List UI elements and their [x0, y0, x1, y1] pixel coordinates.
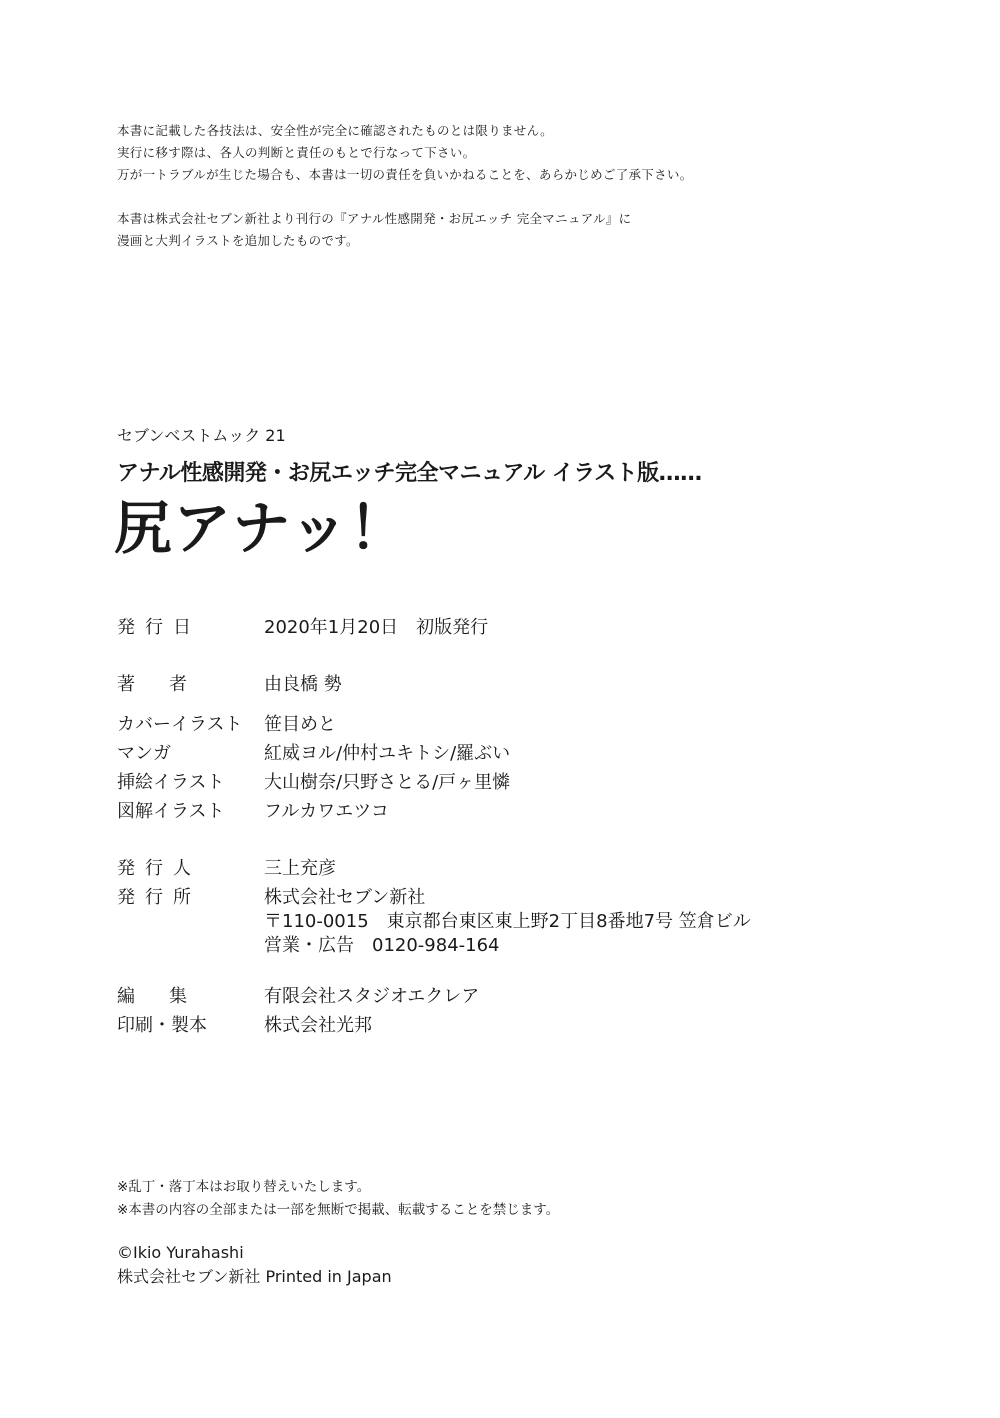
credit-label: 発行所: [117, 887, 201, 908]
credit-label: 挿絵イラスト: [117, 772, 225, 793]
disclaimer-line: 万が一トラブルが生じた場合も、本書は一切の責任を負いかねることを、あらかじめご了承下さい。: [117, 167, 693, 182]
origin-note-line: 本書は株式会社セブン新社より刊行の『アナル性感開発・お尻エッチ 完全マニュアル』に: [117, 211, 632, 226]
credit-value: 株式会社光邦: [264, 1015, 372, 1036]
note-line: ※本書の内容の全部または一部を無断で掲載、転載することを禁じます。: [117, 1202, 560, 1218]
credit-value: 由良橋 勢: [264, 674, 342, 695]
credit-value: 笹目めと: [264, 714, 336, 735]
credit-value: 大山樹奈/只野さとる/戸ヶ里憐: [264, 772, 511, 793]
credit-value: 三上充彦: [264, 858, 336, 879]
copyright-block: [117, 1241, 392, 1289]
credit-label: カバーイラスト: [117, 714, 243, 735]
credit-value: 紅威ヨル/仲村ユキトシ/羅ぶい: [264, 743, 511, 764]
book-subtitle: アナル性感開発・お尻エッチ完全マニュアル イラスト版……: [117, 461, 702, 486]
credit-label: 発行人: [117, 858, 201, 879]
credit-value: 2020年1月20日 初版発行: [264, 617, 489, 638]
copyright-holder: ©Ikio Yurahashi: [117, 1243, 244, 1262]
book-title: 尻アナッ！: [114, 494, 408, 562]
credit-label: 印刷・製本: [117, 1015, 207, 1036]
publisher-address: 〒110-0015 東京都台東区東上野2丁目8番地7号 笠倉ビル: [264, 911, 751, 932]
publisher-phone: 営業・広告 0120-984-164: [264, 935, 500, 956]
copyright-imprint: 株式会社セブン新社 Printed in Japan: [117, 1267, 392, 1286]
origin-note-line: 漫画と大判イラストを追加したものです。: [117, 233, 359, 248]
credit-label: 編集: [117, 986, 221, 1007]
disclaimer-line: 実行に移す際は、各人の判断と責任のもとで行なって下さい。: [117, 145, 476, 160]
notes-block: [117, 1176, 559, 1222]
credit-label: 発行日: [117, 617, 201, 638]
series-name: セブンベストムック 21: [117, 426, 286, 445]
disclaimer-block: [117, 120, 817, 252]
credit-label: 著者: [117, 674, 221, 695]
credit-label: 図解イラスト: [117, 801, 225, 822]
note-line: ※乱丁・落丁本はお取り替えいたします。: [117, 1179, 371, 1195]
disclaimer-line: 本書に記載した各技法は、安全性が完全に確認されたものとは限りません。: [117, 123, 553, 138]
publisher-name: 株式会社セブン新社: [264, 887, 426, 908]
credit-value: 有限会社スタジオエクレア: [264, 986, 480, 1007]
credit-label: マンガ: [117, 743, 171, 764]
credit-value: フルカワエツコ: [264, 801, 389, 822]
